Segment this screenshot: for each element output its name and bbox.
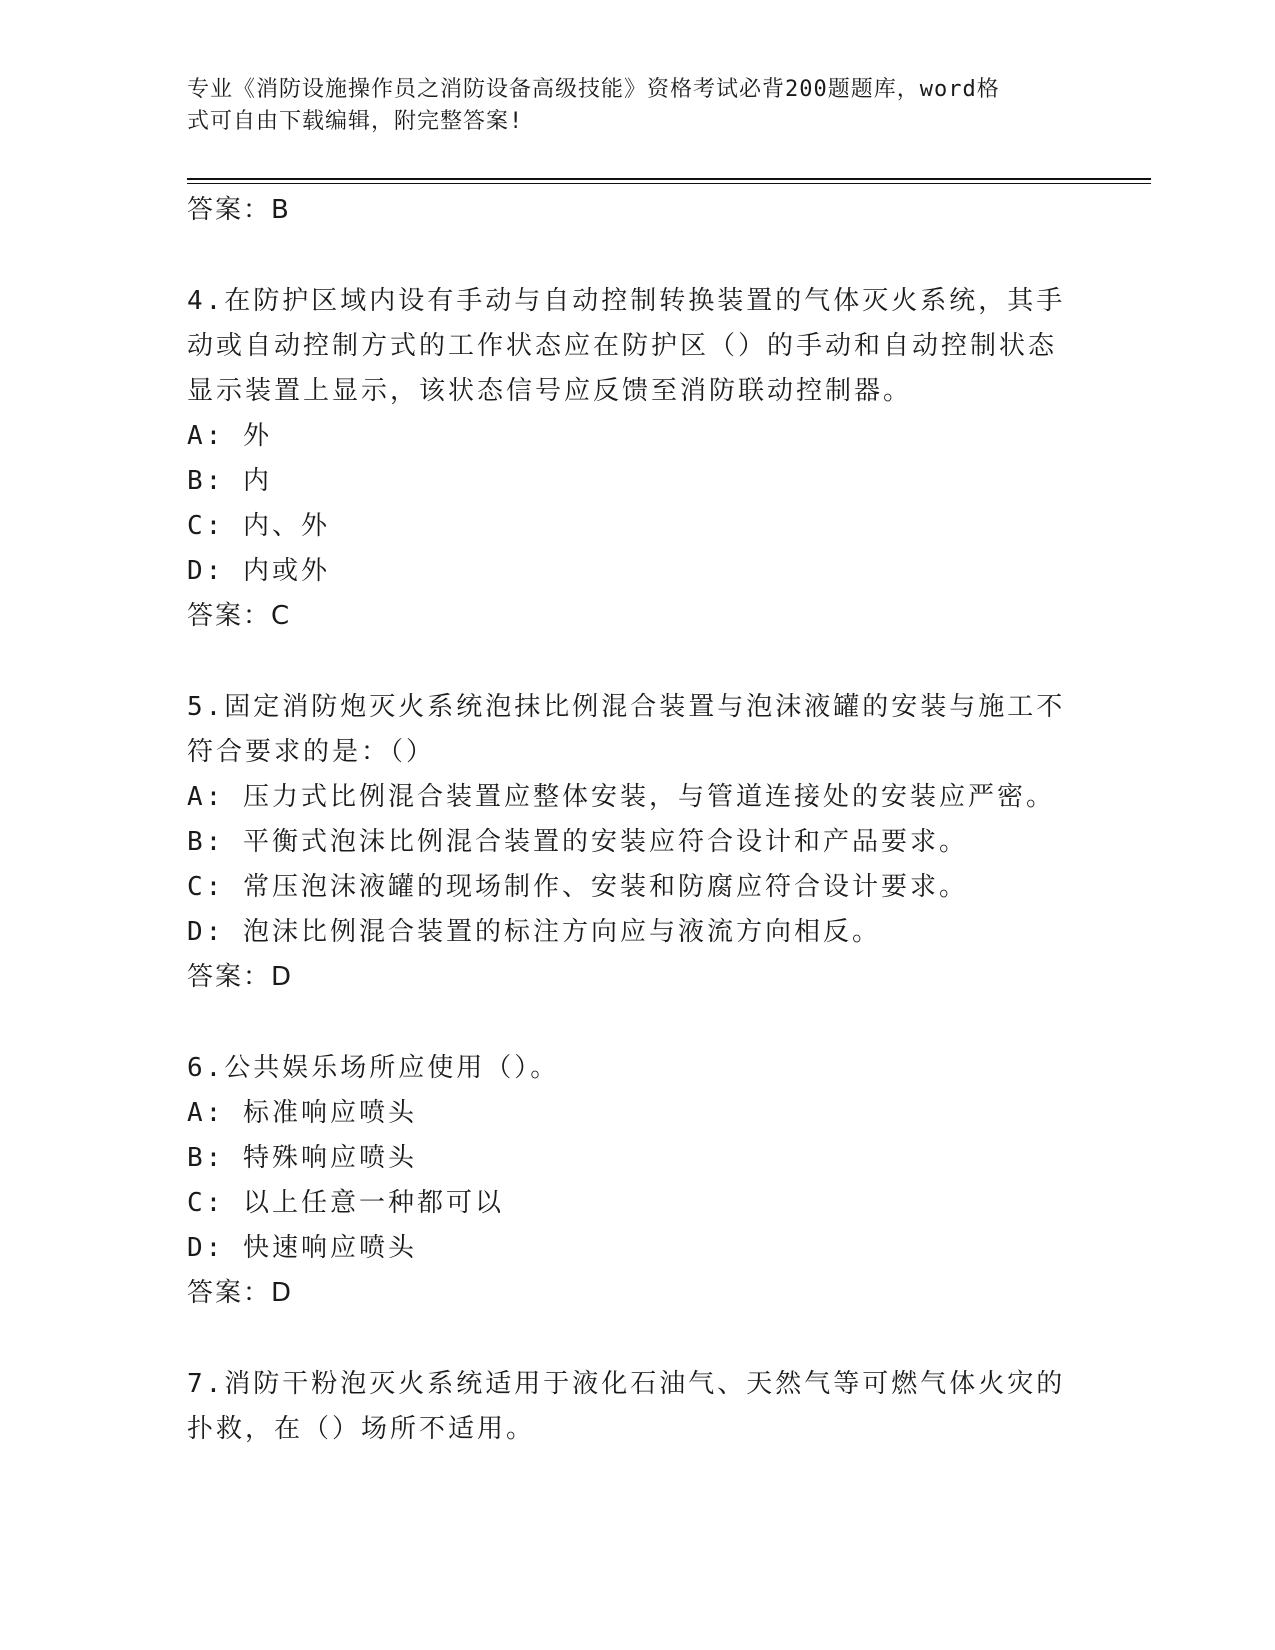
option-a: A: 标准响应喷头	[187, 1098, 417, 1128]
question-line: 符合要求的是：（）	[187, 737, 436, 767]
previous-answer: 答案：B	[187, 195, 291, 225]
question-line: 4.在防护区域内设有手动与自动控制转换装置的气体灭火系统，其手	[187, 286, 1066, 316]
question-line: 动或自动控制方式的工作状态应在防护区（）的手动和自动控制状态	[187, 331, 1058, 361]
question-text	[187, 685, 1067, 775]
question-line: 6.公共娱乐场所应使用（）。	[187, 1053, 560, 1083]
header-line-2: 式可自由下载编辑，附完整答案!	[187, 109, 524, 134]
option-d: D: 快速响应喷头	[187, 1233, 417, 1263]
question-block-7	[187, 1362, 1067, 1452]
option-a: A: 压力式比例混合装置应整体安装，与管道连接处的安装应严密。	[187, 782, 1055, 812]
option-b: B: 特殊响应喷头	[187, 1143, 417, 1173]
option-b: B: 内	[187, 466, 272, 496]
question-block-6	[187, 1046, 1067, 1316]
question-text	[187, 279, 1067, 414]
option-c: C: 以上任意一种都可以	[187, 1188, 504, 1218]
option-c: C: 内、外	[187, 511, 330, 541]
question-line: 显示装置上显示，该状态信号应反馈至消防联动控制器。	[187, 376, 913, 406]
option-a: A: 外	[187, 421, 272, 451]
option-b: B: 平衡式泡沫比例混合装置的安装应符合设计和产品要求。	[187, 827, 968, 857]
answer-line: 答案：D	[187, 962, 294, 992]
option-d: D: 内或外	[187, 556, 330, 586]
answer-line: 答案：D	[187, 1278, 294, 1308]
question-text	[187, 1046, 1067, 1091]
header-divider-thin	[187, 183, 1151, 184]
document-header	[187, 74, 1067, 138]
option-d: D: 泡沫比例混合装置的标注方向应与液流方向相反。	[187, 917, 881, 947]
question-text	[187, 1362, 1067, 1452]
header-line-1: 专业《消防设施操作员之消防设备高级技能》资格考试必背200题题库，word格	[187, 77, 1000, 102]
question-line: 5.固定消防炮灭火系统泡抹比例混合装置与泡沫液罐的安装与施工不	[187, 692, 1066, 722]
question-line: 7.消防干粉泡灭火系统适用于液化石油气、天然气等可燃气体火灾的	[187, 1369, 1066, 1399]
question-list	[187, 188, 1067, 1452]
spacer	[187, 1316, 1067, 1362]
question-block-4	[187, 279, 1067, 639]
question-block-5	[187, 685, 1067, 1000]
spacer	[187, 233, 1067, 279]
spacer	[187, 1000, 1067, 1046]
header-divider-thick	[187, 178, 1151, 180]
answer-line: 答案：C	[187, 601, 292, 631]
option-c: C: 常压泡沫液罐的现场制作、安装和防腐应符合设计要求。	[187, 872, 968, 902]
question-line: 扑救，在（）场所不适用。	[187, 1414, 536, 1444]
spacer	[187, 639, 1067, 685]
